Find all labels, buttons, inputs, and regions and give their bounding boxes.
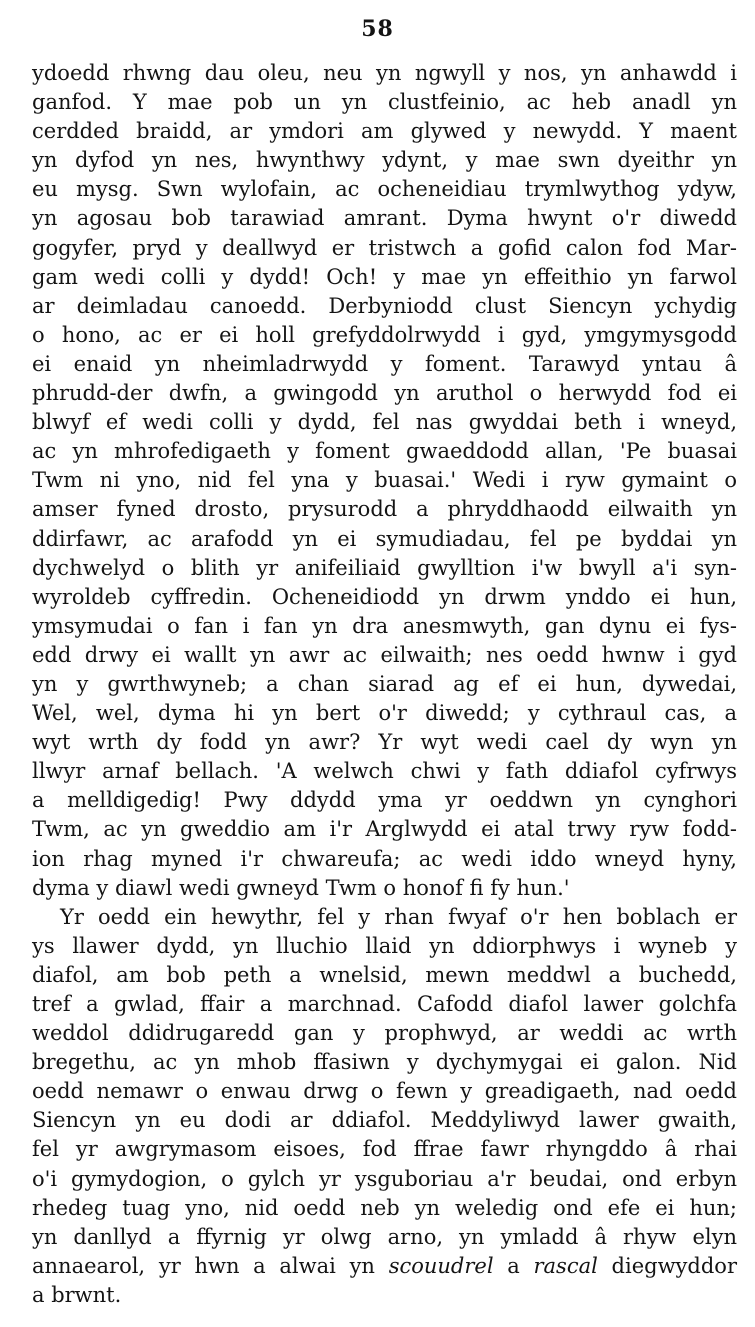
text-segment: blwyf ef wedi colli y dydd, fel nas gwyddai beth i wneyd, [32, 410, 737, 435]
text-segment: gam wedi colli y dydd! Och! y mae yn effeithio yn farwol [32, 264, 737, 289]
text-segment: edd drwy ei wallt yn awr ac eilwaith; nes oedd hwnw i gyd [32, 642, 737, 667]
text-segment: cerdded braidd, ar ymdori am glywed y newydd. Y maent [32, 119, 737, 144]
text-line [32, 350, 737, 379]
text-segment: ys llawer dydd, yn lluchio llaid yn ddiorphwys i wyneb y [32, 933, 737, 958]
text-segment: diafol, am bob peth a wnelsid, mewn meddwl a buchedd, [32, 962, 737, 987]
text-line [32, 815, 737, 844]
text-line [32, 786, 737, 815]
text-line [32, 670, 737, 699]
text-segment: Twm ni yno, nid fel yna y buasai.' Wedi i ryw gymaint o [32, 468, 737, 493]
text-line [32, 234, 737, 263]
text-segment: yn y gwrthwyneb; a chan siarad ag ef ei hun, dywedai, [32, 671, 737, 696]
text-segment: Siencyn yn eu dodi ar ddiafol. Meddyliwyd lawer gwaith, [32, 1108, 737, 1133]
text-line [32, 117, 737, 146]
body-text [32, 59, 737, 1310]
text-line [32, 1223, 737, 1252]
text-segment: ganfod. Y mae pob un yn clustfeinio, ac heb anadl yn [32, 90, 737, 115]
text-segment: ddirfawr, ac arafodd yn ei symudiadau, fel pe byddai yn [32, 526, 737, 551]
text-segment: ymsymudai o fan i fan yn dra anesmwyth, gan dynu ei fys- [32, 613, 737, 638]
text-segment: annaearol, yr hwn a alwai yn [32, 1253, 389, 1278]
text-segment: Wel, wel, dyma hi yn bert o'r diwedd; y cythraul cas, a [32, 701, 737, 726]
text-line [32, 757, 737, 786]
text-segment: rhedeg tuag yno, nid oedd neb yn weledig ond efe ei hun; [32, 1195, 737, 1220]
text-segment: phrudd-der dwfn, a gwingodd yn aruthol o herwydd fod ei [32, 381, 737, 406]
text-line [32, 1281, 737, 1310]
text-segment: diegwyddor [597, 1253, 737, 1278]
text-line [32, 321, 737, 350]
text-line [32, 379, 737, 408]
text-segment: o'i gymydogion, o gylch yr ysguboriau a'r beudai, ond erbyn [32, 1166, 737, 1191]
text-segment: dyma y diawl wedi gwneyd Twm o honof fi fy hun.' [32, 875, 570, 900]
text-line [32, 1106, 737, 1135]
text-segment: llwyr arnaf bellach. 'A welwch chwi y fath ddiafol cyfrwys [32, 759, 737, 784]
text-segment: Yr oedd ein hewythr, fel y rhan fwyaf o'r hen boblach er [60, 904, 737, 929]
text-line [32, 903, 737, 932]
text-line [32, 146, 737, 175]
text-segment: amser fyned drosto, prysurodd a phryddhaodd eilwaith yn [32, 497, 737, 522]
text-segment: bregethu, ac yn mhob ffasiwn y dychymygai ei galon. Nid [32, 1050, 737, 1075]
text-segment: yn agosau bob tarawiad amrant. Dyma hwynt o'r diwedd [32, 206, 737, 231]
text-line [32, 525, 737, 554]
text-segment: tref a gwlad, ffair a marchnad. Cafodd diafol lawer golchfa [32, 992, 737, 1016]
text-line [32, 1048, 737, 1077]
text-segment: a melldigedig! Pwy ddydd yma yr oeddwn yn cynghori [32, 788, 737, 813]
text-line [32, 1252, 737, 1281]
text-line [32, 554, 737, 583]
text-line [32, 1194, 737, 1223]
text-line [32, 263, 737, 292]
text-segment: eu mysg. Swn wylofain, ac ocheneidiau trymlwythog ydyw, [32, 177, 737, 202]
italic-word: scouudrel [388, 1253, 494, 1278]
paragraph [32, 903, 737, 1310]
text-segment: gogyfer, pryd y deallwyd er tristwch a gofid calon fod Mar- [32, 235, 737, 260]
text-segment: Twm, ac yn gweddio am i'r Arglwydd ei atal trwy ryw fodd- [32, 817, 737, 842]
text-segment: ac yn mhrofedigaeth y foment gwaeddodd allan, 'Pe buasai [32, 439, 737, 464]
text-line [32, 408, 737, 437]
text-line [32, 728, 737, 757]
text-segment: ion rhag myned i'r chwareufa; ac wedi iddo wneyd hyny, [32, 846, 737, 871]
text-line [32, 204, 737, 233]
text-line [32, 466, 737, 495]
text-line [32, 88, 737, 117]
text-segment: wyroldeb cyffredin. Ocheneidiodd yn drwm ynddo ei hun, [32, 584, 737, 609]
text-line [32, 699, 737, 728]
text-line [32, 175, 737, 204]
text-segment: yn danllyd a ffyrnig yr olwg arno, yn ymladd â rhyw elyn [32, 1224, 737, 1249]
text-segment: ei enaid yn nheimladrwydd y foment. Tarawyd yntau â [32, 351, 737, 376]
paragraph [32, 59, 737, 903]
text-line [32, 495, 737, 524]
text-segment: oedd nemawr o enwau drwg o fewn y greadigaeth, nad oedd [32, 1079, 737, 1104]
text-segment: dychwelyd o blith yr anifeiliaid gwylltion i'w bwyll a'i syn- [32, 555, 737, 580]
text-line [32, 874, 737, 903]
page-number: 58 [361, 16, 394, 42]
text-line [32, 845, 737, 874]
text-line [32, 292, 737, 321]
text-line [32, 1077, 737, 1106]
text-line [32, 437, 737, 466]
text-segment: a brwnt. [32, 1282, 122, 1307]
text-line [32, 1165, 737, 1194]
text-segment: ydoedd rhwng dau oleu, neu yn ngwyll y nos, yn anhawdd i [32, 61, 737, 85]
text-line [32, 583, 737, 612]
text-segment: o hono, ac er ei holl grefyddolrwydd i gyd, ymgymysgodd [32, 322, 737, 347]
text-segment: yn dyfod yn nes, hwynthwy ydynt, y mae swn dyeithr yn [32, 148, 737, 173]
text-segment: weddol ddidrugaredd gan y prophwyd, ar weddi ac wrth [32, 1021, 737, 1046]
text-segment: ar deimladau canoedd. Derbyniodd clust Siencyn ychydig [32, 293, 737, 318]
text-line [32, 1135, 737, 1164]
text-segment: wyt wrth dy fodd yn awr? Yr wyt wedi cael dy wyn yn [32, 730, 737, 755]
text-segment: a [493, 1253, 534, 1278]
text-line [32, 961, 737, 990]
text-line [32, 990, 737, 1019]
text-line [32, 641, 737, 670]
text-line [32, 612, 737, 641]
text-line [32, 932, 737, 961]
italic-word: rascal [533, 1253, 598, 1278]
text-line [32, 1019, 737, 1048]
text-segment: fel yr awgrymasom eisoes, fod ffrae fawr rhyngddo â rhai [32, 1137, 737, 1162]
text-line [32, 59, 737, 88]
